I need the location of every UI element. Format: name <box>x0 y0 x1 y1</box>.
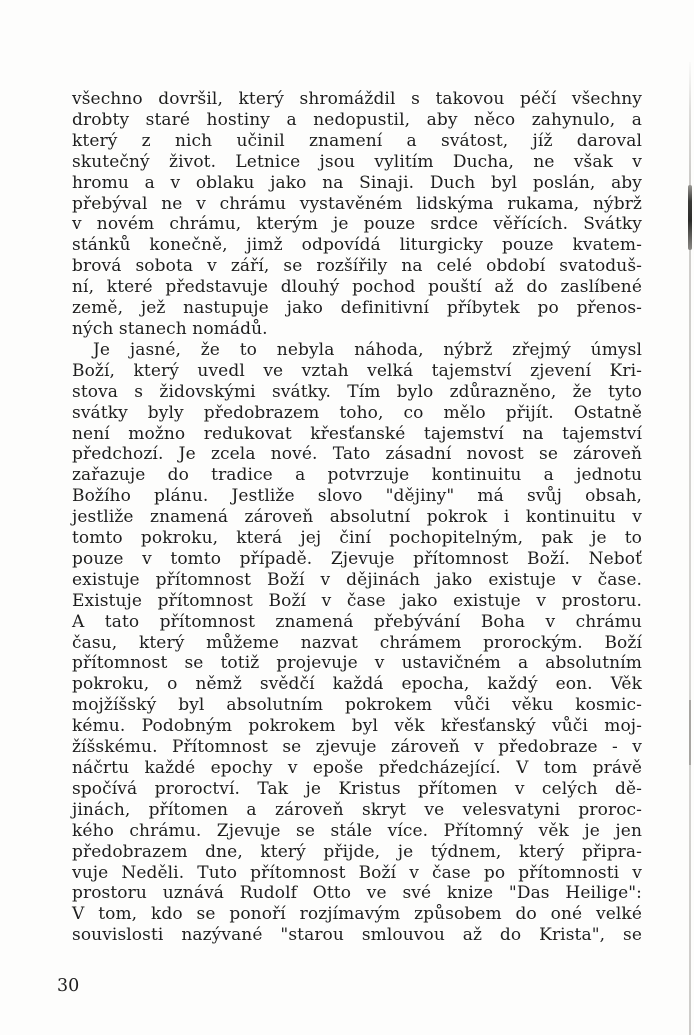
text-line: kého chrámu. Zjevuje se stále více. Přítomný věk je jen <box>72 820 642 841</box>
text-line: brová sobota v září, se rozšířily na celé období svatoduš- <box>72 256 642 277</box>
text-line: Existuje přítomnost Boží v čase jako existuje v prostoru. <box>72 590 642 611</box>
text-line: stánků konečně, jimž odpovídá liturgicky pouze kvatem- <box>72 235 642 256</box>
text-line: mojžíšský byl absolutním pokrokem vůči věku kosmic- <box>72 695 642 716</box>
text-line: vuje Neděli. Tuto přítomnost Boží v čase po přítomnosti v <box>72 862 642 883</box>
text-line: Božího plánu. Jestliže slovo "dějiny" má svůj obsah, <box>72 486 642 507</box>
text-line: země, jež nastupuje jako definitivní příbytek po přenos- <box>72 298 642 319</box>
text-line: přebýval ne v chrámu vystavěném lidskýma rukama, nýbrž <box>72 193 642 214</box>
text-line: jestliže znamená zároveň absolutní pokrok i kontinuitu v <box>72 507 642 528</box>
text-line: souvislosti nazývané "starou smlouvou až do Krista", se <box>72 925 642 946</box>
text-line: hromu a v oblaku jako na Sinaji. Duch byl poslán, aby <box>72 172 642 193</box>
text-line: který z nich učinil znamení a svátost, jíž daroval <box>72 130 642 151</box>
text-line: prostoru uznává Rudolf Otto ve své knize "Das Heilige": <box>72 883 642 904</box>
text-line: ní, které představuje dlouhý pochod pouští až do zaslíbené <box>72 277 642 298</box>
text-line: V tom, kdo se ponoří rozjímavým způsobem do oné velké <box>72 904 642 925</box>
text-line: času, který můžeme nazvat chrámem prorockým. Boží <box>72 632 642 653</box>
text-line: předchozí. Je zcela nové. Tato zásadní novost se zároveň <box>72 444 642 465</box>
text-line: existuje přítomnost Boží v dějinách jako existuje v čase. <box>72 569 642 590</box>
text-line: kému. Podobným pokrokem byl věk křesťanský vůči moj- <box>72 716 642 737</box>
text-line: svátky byly předobrazem toho, co mělo přijít. Ostatně <box>72 402 642 423</box>
text-line: ných stanech nomádů. <box>72 318 268 339</box>
text-line: není možno redukovat křesťanské tajemství na tajemství <box>72 423 642 444</box>
text-line: tomto pokroku, která jej činí pochopitelným, pak je to <box>72 528 642 549</box>
text-line: A tato přítomnost znamená přebývání Boha v chrámu <box>72 611 642 632</box>
text-line: v novém chrámu, kterým je pouze srdce věřících. Svátky <box>72 214 642 235</box>
text-line: všechno dovršil, který shromáždil s takovou péčí všechny <box>72 89 642 109</box>
text-line: skutečný život. Letnice jsou vylitím Ducha, ne však v <box>72 151 642 172</box>
text-line: pokroku, o němž svědčí každá epocha, každý eon. Věk <box>72 674 642 695</box>
page-number: 30 <box>57 976 80 996</box>
text-block <box>72 89 642 946</box>
text-line: spočívá proroctví. Tak je Kristus přítomen v celých dě- <box>72 778 642 799</box>
text-line: Je jasné, že to nebyla náhoda, nýbrž zřejmý úmysl <box>93 339 642 360</box>
text-line: stova s židovskými svátky. Tím bylo zdůrazněno, že tyto <box>72 381 642 402</box>
text-line: přítomnost se totiž projevuje v ustavičném a absolutním <box>72 653 642 674</box>
text-line: pouze v tomto případě. Zjevuje přítomnost Boží. Neboť <box>72 548 642 569</box>
scan-edge-dark-mark <box>688 185 692 250</box>
text-line: jinách, přítomen a zároveň skryt ve velesvatyni proroc- <box>72 799 642 820</box>
text-line: Boží, který uvedl ve vztah velká tajemství zjevení Kri- <box>72 360 642 381</box>
text-line: předobrazem dne, který přijde, je týdnem, který připra- <box>72 841 642 862</box>
text-line: žíšskému. Přítomnost se zjevuje zároveň v předobraze - v <box>72 737 642 758</box>
text-line: náčrtu každé epochy v epoše předcházející. V tom právě <box>72 758 642 778</box>
scan-edge-mid-mark <box>689 700 691 765</box>
text-line: zařazuje do tradice a potvrzuje kontinuitu a jednotu <box>72 465 642 486</box>
text-line: drobty staré hostiny a nedopustil, aby něco zahynulo, a <box>72 109 642 130</box>
